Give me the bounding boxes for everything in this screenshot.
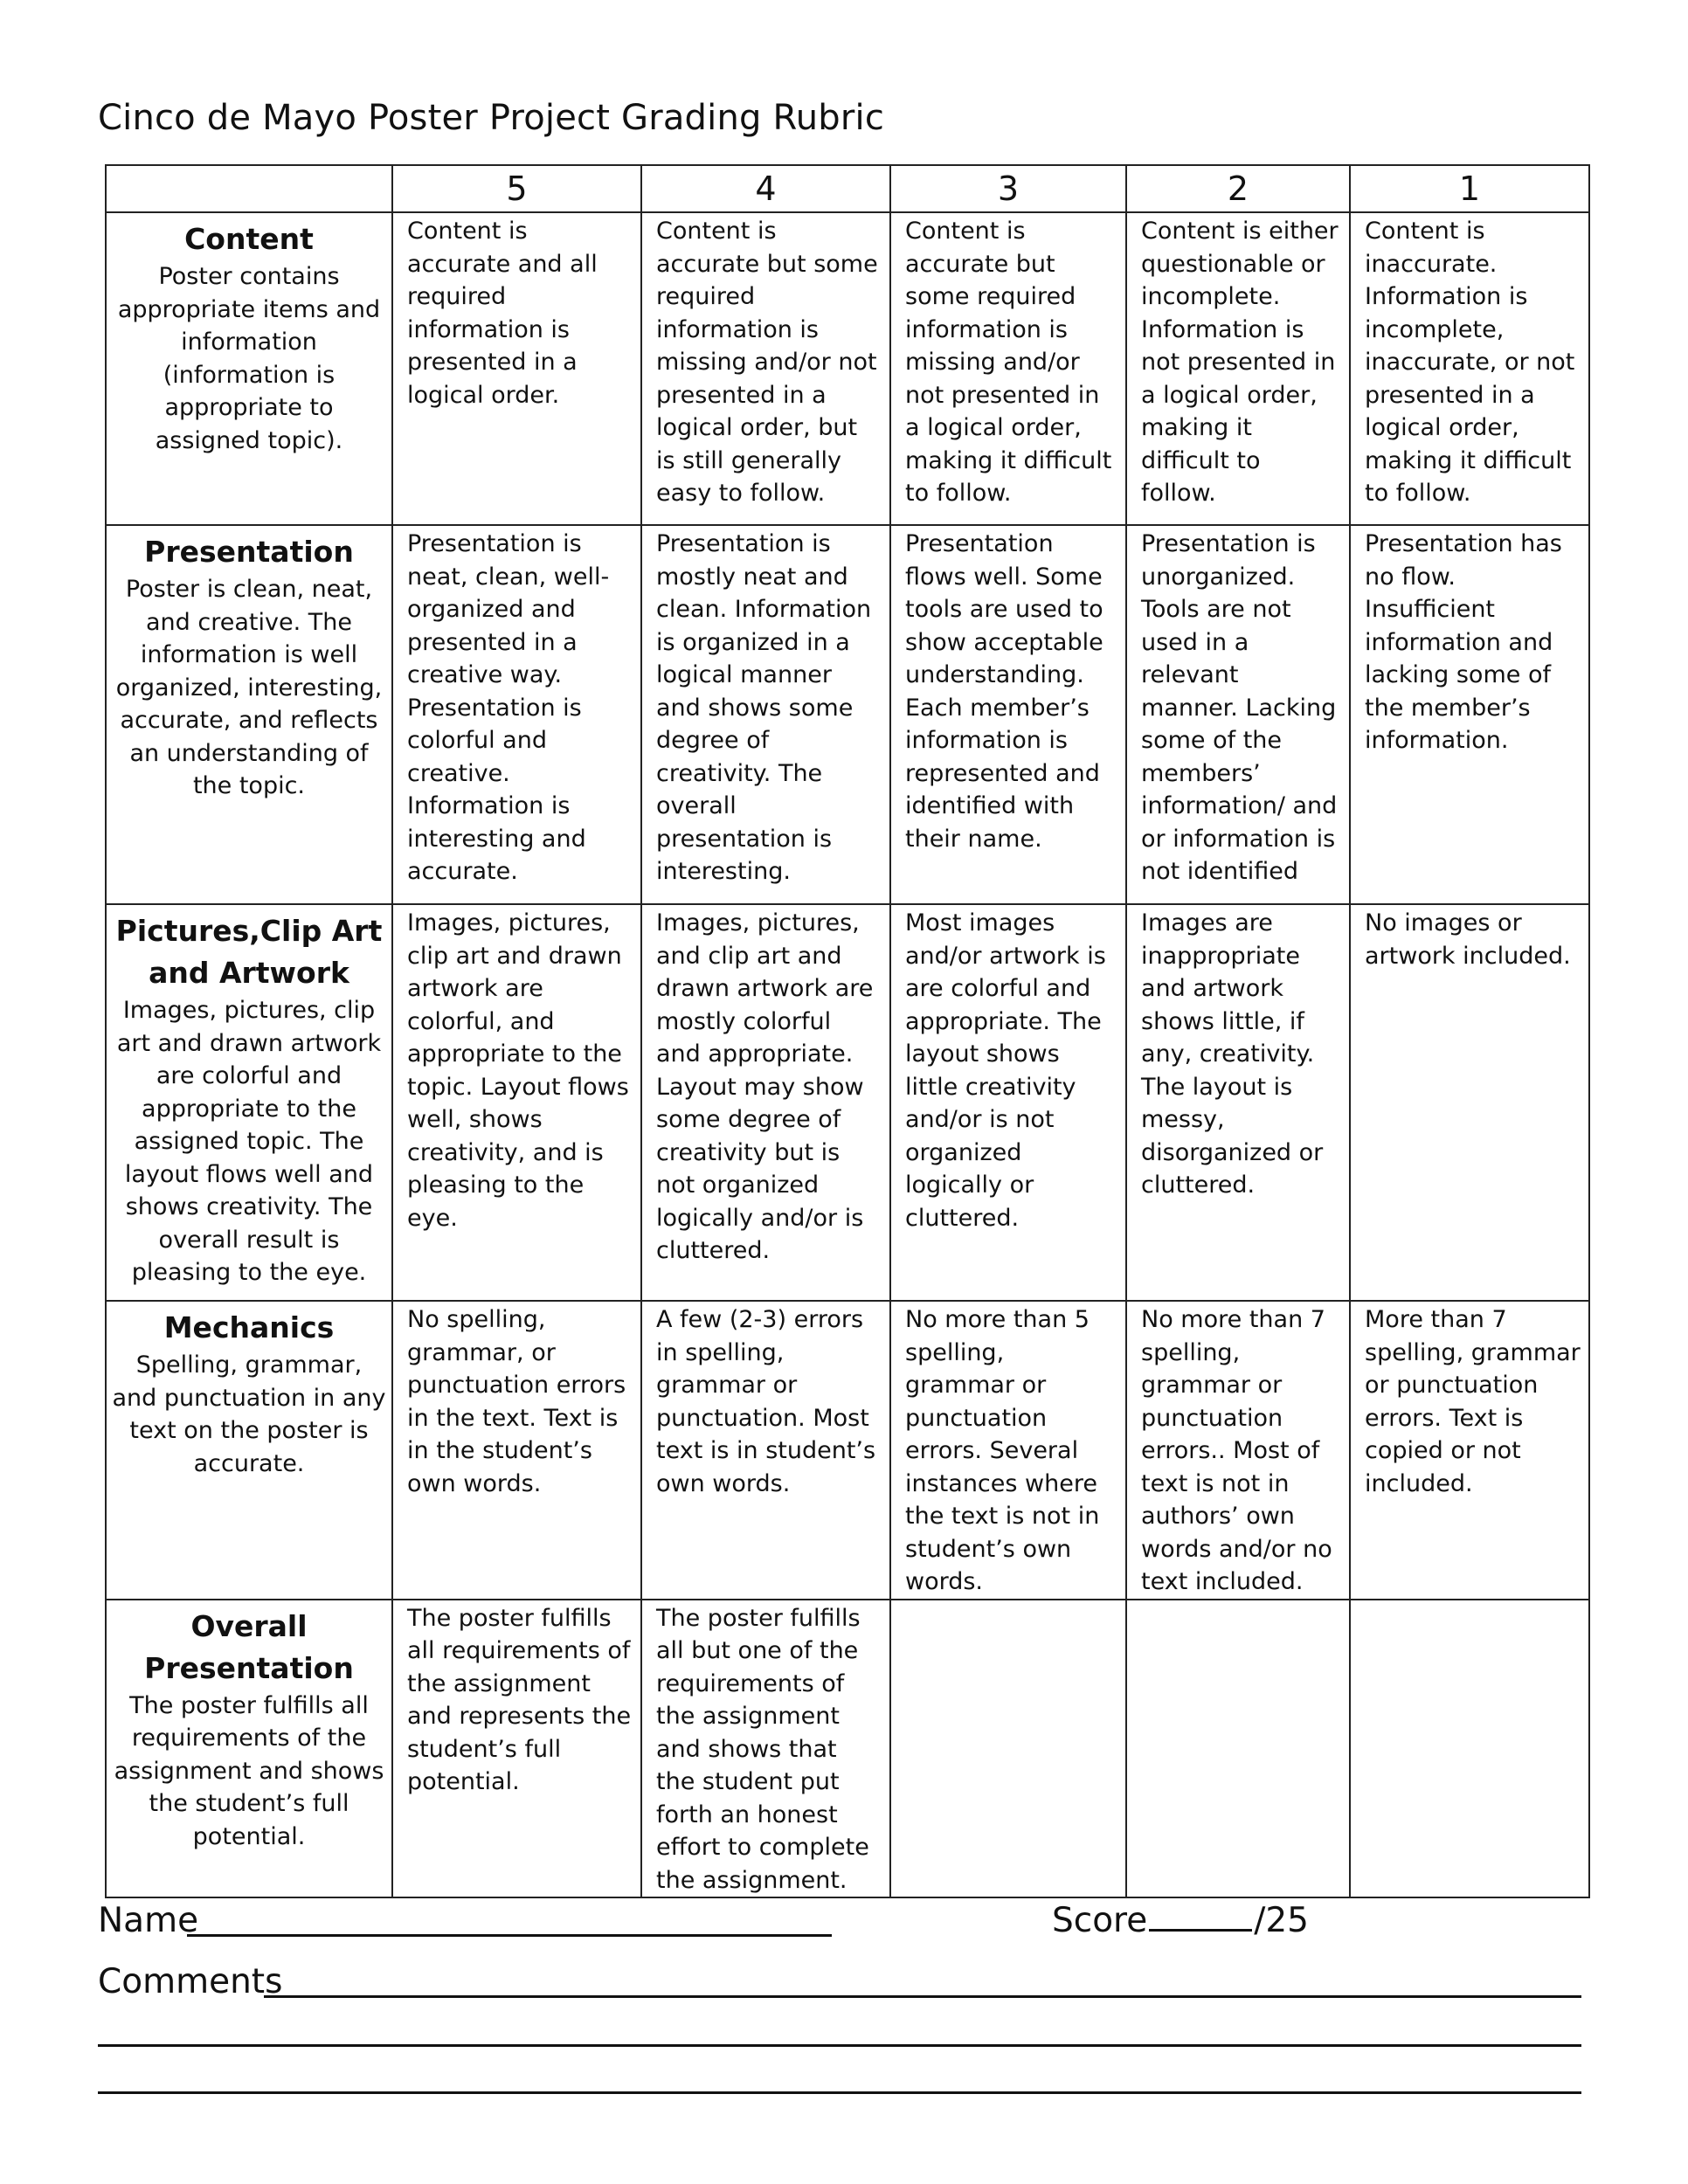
comments-blank-line-2[interactable] [98,2044,1581,2047]
rubric-header-row [106,165,1589,212]
header-cell-score-3: 3 [890,165,1126,212]
level-description: Presentation is neat, clean, well-organized and presented in a creative way. Presentation is colorful and creative. Information is interesting and accurate. [407,530,610,885]
header-cell-score-2: 2 [1126,165,1350,212]
name-label: Name [98,1901,199,1940]
level-description: Content is either questionable or incomplete. Information is not presented in a logical order, making it difficult to follow. [1141,218,1339,507]
category-description: Spelling, grammar, and punctuation in any text on the poster is accurate. [112,1351,386,1477]
comments-blank-line-1[interactable] [264,1995,1581,1998]
level-1-cell [1350,1301,1589,1600]
comments-label: Comments [98,1962,283,2001]
category-cell [106,525,392,904]
level-1-cell [1350,904,1589,1301]
level-4-cell [641,904,890,1301]
level-5-cell [392,525,641,904]
level-1-cell [1350,1600,1589,1898]
level-4-cell [641,212,890,525]
category-description: The poster fulfills all requirements of the assignment and shows the student’s full potential. [114,1691,384,1850]
category-description: Images, pictures, clip art and drawn artwork are colorful and appropriate to the assigned topic. The layout flows well and shows creativity. The overall result is pleasing to the eye. [116,997,382,1286]
level-description: Content is inaccurate. Information is incomplete, inaccurate, or not presented in a logical order, making it difficult to follow. [1365,218,1575,507]
level-2-cell [1126,212,1350,525]
level-description: No spelling, grammar, or punctuation errors in the text. Text is in the student’s own words. [407,1306,626,1497]
level-description: Images, pictures, clip art and drawn artwork are colorful, and appropriate to the topic. Layout flows well, shows creativity, and is pleasing to the eye. [407,909,629,1232]
level-description: No more than 7 spelling, grammar or punctuation errors.. Most of text is not in authors’ own words and/or no text included. [1141,1306,1332,1595]
level-3-cell [890,904,1126,1301]
level-4-cell [641,1301,890,1600]
category-cell [106,1600,392,1898]
level-description: Content is accurate and all required information is presented in a logical order. [407,218,598,409]
level-2-cell [1126,904,1350,1301]
score-total: /25 [1254,1901,1309,1940]
level-description: The poster fulfills all requirements of the assignment and represents the student’s full potential. [407,1604,632,1795]
rubric-row-content [106,212,1589,525]
level-description: Presentation has no flow. Insufficient information and lacking some of the member’s information. [1365,530,1562,754]
rubric-table [105,164,1590,1898]
level-description: Images, pictures, and clip art and drawn artwork are mostly colorful and appropriate. Layout may show some degree of creativity but is not organized logically and/or is cluttered. [656,909,874,1264]
level-3-cell [890,525,1126,904]
rubric-row-mechanics [106,1301,1589,1600]
header-cell-empty [106,165,392,212]
level-4-cell [641,525,890,904]
page-title: Cinco de Mayo Poster Project Grading Rubric [98,98,885,138]
header-cell-score-5: 5 [392,165,641,212]
level-description: Content is accurate but some required information is missing and/or not presented in a logical order, but is still generally easy to follow. [656,218,878,507]
category-title: Overall Presentation [144,1608,354,1685]
header-cell-score-1: 1 [1350,165,1589,212]
category-title: Content [184,222,314,256]
score-blank-line[interactable] [1149,1903,1252,1932]
level-description: Presentation flows well. Some tools are used to show acceptable understanding. Each member’s information is represented and identified with their name. [905,530,1103,853]
category-cell [106,212,392,525]
level-2-cell [1126,1301,1350,1600]
score-field [1052,1901,1309,1940]
category-title: Presentation [144,535,354,569]
category-description: Poster contains appropriate items and information (information is appropriate to assigned topic). [117,263,381,454]
level-3-cell [890,1600,1126,1898]
category-title: Mechanics [163,1310,335,1344]
level-3-cell [890,212,1126,525]
level-5-cell [392,904,641,1301]
level-description: Most images and/or artwork is are colorful and appropriate. The layout shows little creativity and/or is not organized logically or cluttered. [905,909,1106,1232]
level-3-cell [890,1301,1126,1600]
header-cell-score-4: 4 [641,165,890,212]
level-description: More than 7 spelling, grammar or punctuation errors. Text is copied or not included. [1365,1306,1581,1497]
level-5-cell [392,1600,641,1898]
level-5-cell [392,212,641,525]
level-description: Images are inappropriate and artwork shows little, if any, creativity. The layout is messy, disorganized or cluttered. [1141,909,1324,1199]
level-description: Presentation is mostly neat and clean. Information is organized in a logical manner and shows some degree of creativity. The overall presentation is interesting. [656,530,872,885]
level-1-cell [1350,212,1589,525]
level-description: A few (2-3) errors in spelling, grammar or punctuation. Most text is in student’s own words. [656,1306,876,1497]
level-5-cell [392,1301,641,1600]
score-label: Score [1052,1901,1148,1940]
level-description: No images or artwork included. [1365,909,1571,970]
level-description: No more than 5 spelling, grammar or punctuation errors. Several instances where the text is not in student’s own words. [905,1306,1100,1595]
level-2-cell [1126,525,1350,904]
level-description: Presentation is unorganized. Tools are not used in a relevant manner. Lacking some of the members’ information/ and or information is not identified [1141,530,1338,885]
level-1-cell [1350,525,1589,904]
level-4-cell [641,1600,890,1898]
level-description: Content is accurate but some required information is missing and/or not presented in a logical order, making it difficult to follow. [905,218,1112,507]
category-description: Poster is clean, neat, and creative. The information is well organized, interesting, accurate, and reflects an understanding of the topic. [115,576,383,799]
rubric-row-overall-presentation [106,1600,1589,1898]
level-2-cell [1126,1600,1350,1898]
category-cell [106,1301,392,1600]
rubric-row-pictures [106,904,1589,1301]
level-description: The poster fulfills all but one of the requirements of the assignment and shows that the student put forth an honest effort to complete the assignment. [656,1604,869,1894]
category-cell [106,904,392,1301]
comments-blank-line-3[interactable] [98,2091,1581,2094]
name-blank-line[interactable] [187,1934,832,1937]
rubric-row-presentation [106,525,1589,904]
category-title: Pictures,Clip Art and Artwork [115,914,383,990]
